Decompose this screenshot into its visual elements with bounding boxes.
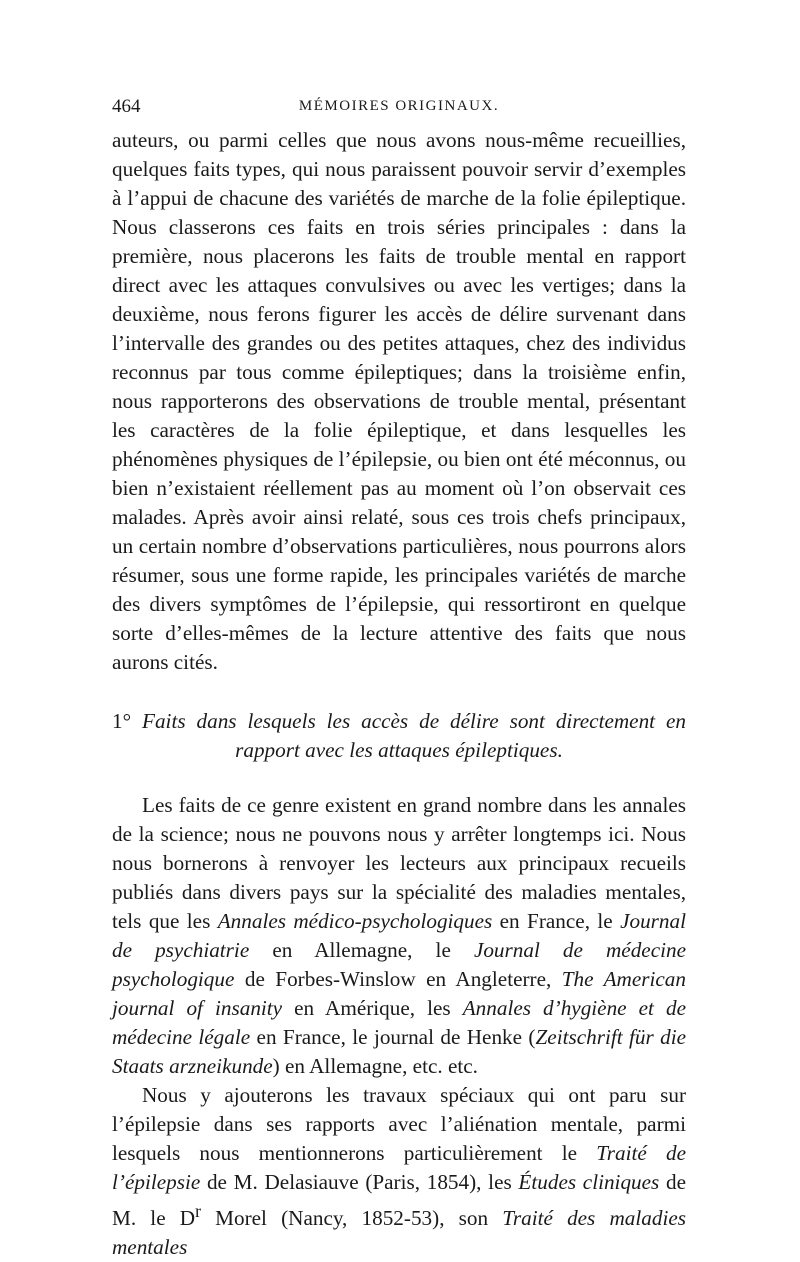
running-title: MÉMOIRES ORIGINAUX. xyxy=(298,98,500,114)
page-number: 464 xyxy=(112,96,141,117)
p3-text-1: Nous y ajouterons les travaux spéciaux qui ont paru sur l’épilepsie dans ses rapports avec l’aliénation mentale, parmi lesquels nous mentionnerons particulièrement le xyxy=(112,1083,686,1165)
citation-traite-epilepsie: Traité de l’épilepsie xyxy=(112,1141,686,1194)
citation-traite-maladies: Traité des maladies mentales xyxy=(112,1206,686,1260)
section-number: 1° xyxy=(112,709,132,733)
section-heading-line-2: rapport avec les attaques épileptiques. xyxy=(235,738,563,762)
section-heading xyxy=(112,707,686,765)
p2-text-4: de Forbes-Winslow en Angleterre, xyxy=(234,967,562,991)
p2-text-6: en France, le journal de Henke ( xyxy=(250,1025,536,1049)
citation-journal-medecine: Journal de médecine psychologique xyxy=(112,938,686,991)
running-head xyxy=(112,96,686,126)
body-paragraph-2 xyxy=(112,791,686,1081)
p2-text-1: Les faits de ce genre existent en grand nombre dans les annales de la science; nous ne pouvons nous y arrêter longtemps ici. Nous nous bornerons à renvoyer les lecteurs aux principaux recueils publiés dans divers pays sur la spécialité des maladies mentales, tels que les xyxy=(112,793,686,933)
p2-text-5: en Amérique, les xyxy=(282,996,463,1020)
citation-etudes-cliniques: Études cliniques xyxy=(518,1170,660,1194)
section-heading-line-1 xyxy=(112,707,686,736)
p3-superscript: r xyxy=(195,1201,201,1221)
p2-text-7: ) en Allemagne, etc. etc. xyxy=(272,1054,478,1078)
section-heading-text-1: Faits dans lesquels les accès de délire sont directement en xyxy=(142,709,686,733)
citation-american-journal: The American journal of insanity xyxy=(112,967,686,1020)
p3-text-2: de M. Delasiauve (Paris, 1854), les xyxy=(200,1170,519,1194)
p2-text-2: en France, le xyxy=(492,909,621,933)
p2-text-3: en Allemagne, le xyxy=(249,938,474,962)
body-paragraph-3 xyxy=(112,1081,686,1262)
p3-text-3: de M. le D xyxy=(112,1170,686,1231)
p3-text-4: Morel (Nancy, 1852-53), son xyxy=(200,1206,503,1231)
citation-zeitschrift: Zeitschrift für die Staats arzneikunde xyxy=(112,1025,686,1078)
page xyxy=(112,96,686,1262)
citation-annales-medico: Annales médico-psychologiques xyxy=(217,909,493,933)
citation-annales-hygiene: Annales d’hygiène et de médecine légale xyxy=(112,996,686,1049)
body-paragraph-1: auteurs, ou parmi celles que nous avons nous-même recueillies, quelques faits types, qui nous paraissent pouvoir servir d’exemples à l’appui de chacune des variétés de marche de la folie épileptique. Nous classerons ces faits en trois séries principales : dans la première, nous placerons les faits de trouble mental en rapport direct avec les attaques convulsives ou avec les vertiges; dans la deuxième, nous ferons figurer les accès de délire survenant dans l’intervalle des grandes ou des petites attaques, chez des individus reconnus par tous comme épileptiques; dans la troisième enfin, nous rapporterons des observations de trouble mental, présentant les caractères de la folie épileptique, et dans lesquelles les phénomènes physiques de l’épilepsie, ou bien ont été méconnus, ou bien n’existaient réellement pas au moment où l’on observait ces malades. Après avoir ainsi relaté, sous ces trois chefs principaux, un certain nombre d’observations particulières, nous pourrons alors résumer, sous une forme rapide, les principales variétés de marche des divers symptômes de l’épilepsie, qui ressortiront en quelque sorte d’elles-mêmes de la lecture attentive des faits que nous aurons cités. xyxy=(112,128,686,674)
citation-journal-psychiatrie: Journal de psychiatrie xyxy=(112,909,686,962)
